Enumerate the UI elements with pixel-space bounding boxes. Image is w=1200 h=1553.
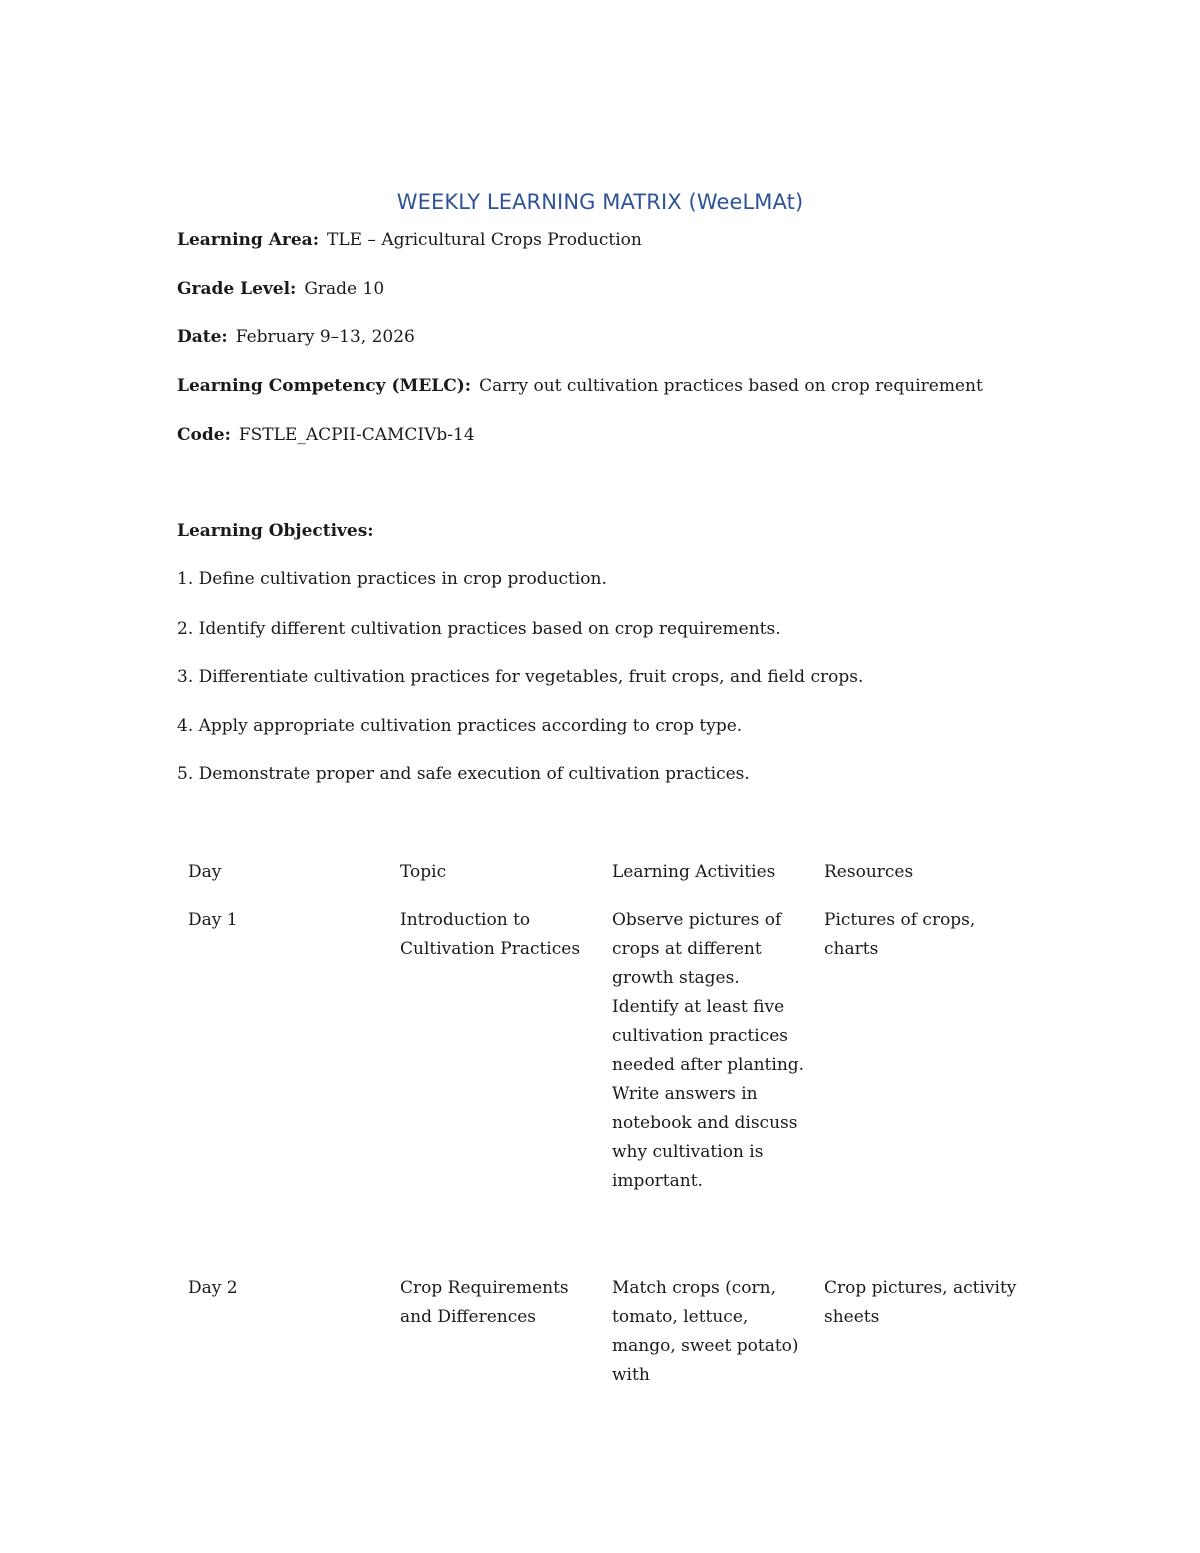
table-cell-topic: Introduction to Cultivation Practices (400, 910, 581, 959)
code-label: Code: (177, 425, 231, 445)
date-field (177, 326, 415, 348)
table-header-activities: Learning Activities (612, 862, 776, 882)
code-value: FSTLE_ACPII-CAMCIVb-14 (238, 425, 475, 445)
page-title: WEEKLY LEARNING MATRIX (WeeLMAt) (396, 190, 804, 214)
table-cell-activities: Match crops (corn, tomato, lettuce, mango, sweet potato) with (612, 1278, 799, 1385)
table-cell-topic: Crop Requirements and Differences (400, 1278, 569, 1327)
objective-item: 1. Define cultivation practices in crop production. (177, 569, 607, 589)
grade-level-value: Grade 10 (304, 279, 385, 299)
table-header-resources: Resources (824, 862, 914, 882)
table-cell-activities: Observe pictures of crops at different growth stages. Identify at least five cultivation practices needed after planting. Write answers in notebook and discuss why cultivation is important. (612, 910, 805, 1191)
learning-area-value: TLE – Agricultural Crops Production (326, 230, 642, 250)
table-header-topic: Topic (400, 862, 447, 882)
objective-item: 2. Identify different cultivation practices based on crop requirements. (177, 619, 781, 639)
table-cell-day: Day 1 (188, 910, 238, 930)
code-field (177, 424, 475, 446)
date-label: Date: (177, 327, 228, 347)
date-value: February 9–13, 2026 (235, 327, 415, 347)
objectives-heading: Learning Objectives: (177, 521, 374, 541)
grade-level-field (177, 278, 384, 300)
grade-level-label: Grade Level: (177, 279, 297, 299)
learning-area-label: Learning Area: (177, 230, 319, 250)
table-cell-day: Day 2 (188, 1278, 238, 1298)
objective-item: 4. Apply appropriate cultivation practices according to crop type. (177, 716, 743, 736)
learning-area-field (177, 229, 642, 251)
table-header-day: Day (188, 862, 222, 882)
objective-item: 3. Differentiate cultivation practices for vegetables, fruit crops, and field crops. (177, 667, 864, 687)
competency-label: Learning Competency (MELC): (177, 376, 472, 396)
table-cell-resources: Crop pictures, activity sheets (824, 1278, 1017, 1327)
competency-field (177, 375, 983, 397)
table-cell-resources: Pictures of crops, charts (824, 910, 976, 959)
competency-value: Carry out cultivation practices based on crop requirement (479, 376, 983, 396)
objective-item: 5. Demonstrate proper and safe execution of cultivation practices. (177, 764, 750, 784)
